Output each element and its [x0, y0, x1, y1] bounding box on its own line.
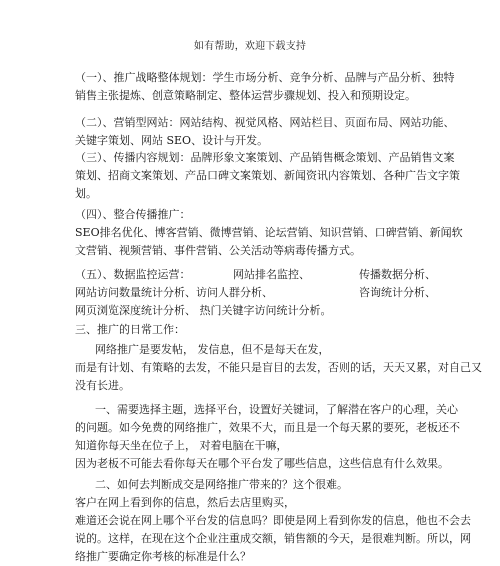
text-line	[75, 266, 436, 284]
text-line: 的问题。如今免费的网络推广，效果不大，而且是一个每天累的要死，老板还不	[75, 421, 460, 434]
text-line	[75, 284, 436, 302]
paragraph-1	[75, 341, 482, 395]
text-line: 而是有计划、有策略的去发，不能只是盲目的去发，否则的话，天天又累，对自己又	[75, 361, 482, 374]
text-line: 知道你每天坐在位子上， 对着电脑在干嘛，	[75, 439, 288, 452]
text-line: 网页浏览深度统计分析、 热门关键字访问统计分析。	[75, 304, 332, 317]
text-line: 难道还会说在网上哪个平台发的信息吗？即使是网上看到你发的信息，他也不会去	[75, 514, 471, 527]
text-line: 没有长进。	[75, 379, 130, 392]
text-line: 络推广要确定你考核的标准是什么？	[75, 550, 251, 563]
section-5	[75, 266, 436, 320]
text-line: （一）、推广战略整体规划：学生市场分析、竞争分析、品牌与产品分析、独特	[75, 71, 455, 84]
text-line: 销售主张提炼、创意策略制定、整体运营步骤规划、投入和预期设定。	[75, 89, 416, 102]
text-line: （二）、营销型网站：网站结构、视觉风格、网站栏目、页面布局、网站功能、	[75, 116, 455, 129]
section-3	[75, 149, 460, 203]
section-2	[75, 114, 455, 150]
text-line: 网络推广是要发帖， 发信息，但不是每天在发，	[95, 343, 330, 356]
text-line: 二、如何去判断成交是网络推广带来的？这个很难。	[95, 478, 348, 491]
section-5-label: （五）、数据监控运营：	[75, 268, 191, 281]
text-line: 策划、招商文案策划、产品口碑文案策划、新闻资讯内容策划、各种广告文字策	[75, 169, 460, 182]
paragraph-3	[75, 476, 471, 566]
text-line: 说的。这样，在现在这个企业注重成交额，销售额的今天，是很难判断。所以，网	[75, 532, 471, 545]
paragraph-2	[75, 401, 460, 473]
text-line: 一、需要选择主题，选择平台，设置好关键词，了解潜在客户的心理，关心	[95, 403, 458, 416]
section-1	[75, 69, 455, 105]
text-line: SEO排名优化、博客营销、微博营销、论坛营销、知识营销、口碑营销、新闻软	[75, 226, 463, 239]
text-line: 文营销、视频营销、事件营销、公关活动等病毒传播方式。	[75, 244, 361, 257]
text-line: （四）、整合传播推广：	[75, 208, 191, 221]
text-line: 因为老板不可能去看你每天在哪个平台发了哪些信息，这些信息有什么效果。	[75, 457, 449, 470]
text-line: 客户在网上看到你的信息，然后去店里购买，	[75, 496, 295, 509]
text-line: 关键字策划、网站 SEO、设计与开发。	[75, 134, 269, 147]
section-4	[75, 206, 463, 260]
heading-3	[75, 321, 430, 339]
text-line: 划。	[75, 187, 97, 200]
section-5-item: 咨询统计分析、	[359, 286, 436, 299]
section-5-item: 传播数据分析、	[359, 268, 436, 281]
section-heading: 三、推广的日常工作：	[75, 323, 185, 336]
page-header: 如有帮助，欢迎下载支持	[193, 41, 307, 52]
text-line: （三）、传播内容规划：品牌形象文案策划、产品销售概念策划、产品销售文案	[75, 151, 455, 164]
section-5-item: 网站访问数量统计分析、访问人群分析、	[75, 286, 273, 299]
section-5-item: 网站排名监控、	[233, 268, 310, 281]
